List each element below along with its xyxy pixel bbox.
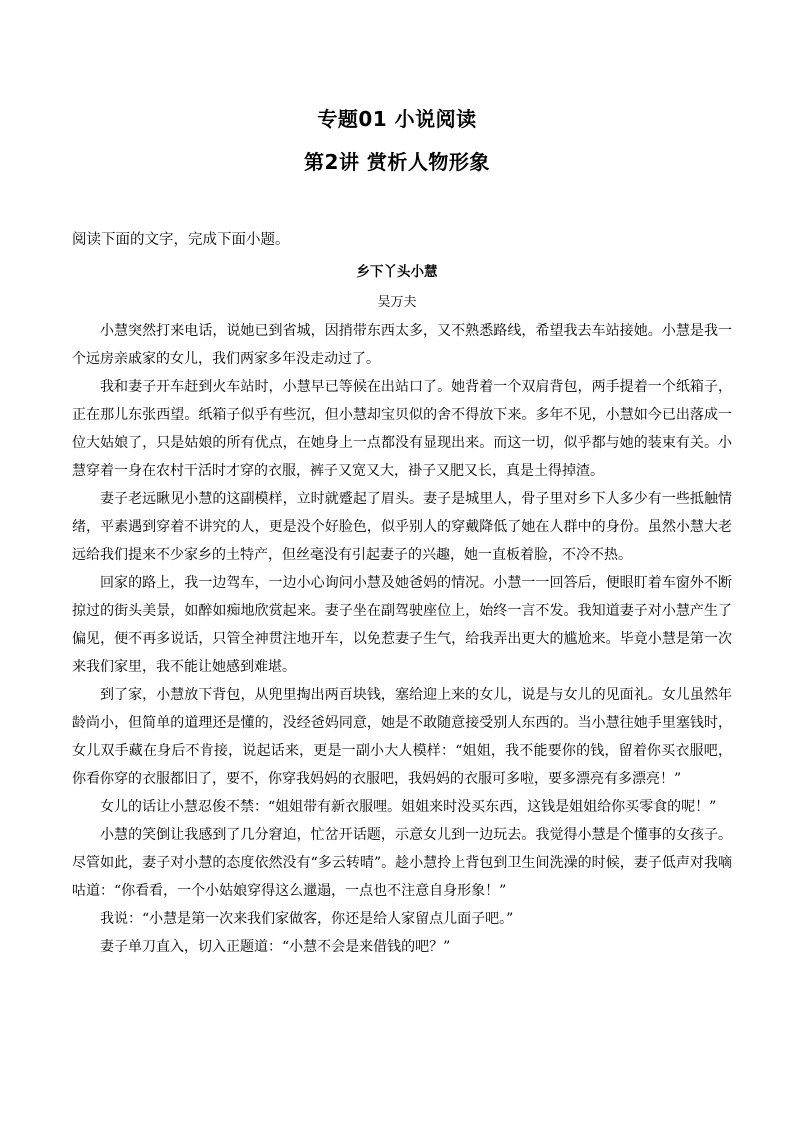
- story-title: 乡下丫头小慧: [356, 264, 438, 280]
- story-author: 吴万夫: [377, 295, 417, 310]
- story-paragraph: 我和妻子开车赶到火车站时，小慧早已等候在出站口了。她背着一个双肩背包，两手提着一个纸箱子，正在那儿东张西望。纸箱子似乎有些沉，但小慧却宝贝似的舍不得放下来。多年不见，小慧如今已出落成一位大姑娘了，只是姑娘的所有优点，在她身上一点都没有显现出来。而这一切，似乎都与她的装束有关。小慧穿着一身在农村干活时才穿的衣服，裤子又宽又大，褂子又肥又长，真是土得掉渣。: [72, 379, 732, 479]
- story-paragraph: 到了家，小慧放下背包，从兜里掏出两百块钱，塞给迎上来的女儿，说是与女儿的见面礼。女儿虽然年龄尚小，但简单的道理还是懂的，没经爸妈同意，她是不敢随意接受别人东西的。当小慧往她手里塞钱时，女儿双手藏在身后不肯接，说起话来，更是一副小大人模样：“姐姐，我不能要你的钱，留着你买衣服吧，你看你穿的衣服都旧了，要不，你穿我妈妈的衣服吧，我妈妈的衣服可多啦，要多漂亮有多漂亮！”: [72, 687, 732, 787]
- story-paragraph: 妻子单刀直入，切入正题道：“小慧不会是来借钱的吧？”: [100, 939, 451, 955]
- story-body: [72, 317, 732, 961]
- story-paragraph: 女儿的话让小慧忍俊不禁：“姐姐带有新衣服哩。姐姐来时没买东西，这钱是姐姐给你买零食的呢！”: [100, 799, 717, 815]
- document-title: 专题01 小说阅读: [317, 107, 477, 131]
- document-subtitle: 第2讲 赏析人物形象: [304, 150, 490, 174]
- story-paragraph: 我说：“小慧是第一次来我们家做客，你还是给人家留点儿面子吧。”: [100, 911, 514, 927]
- story-paragraph: 回家的路上，我一边驾车，一边小心询问小慧及她爸妈的情况。小慧一一回答后，便眼盯着车窗外不断掠过的街头美景，如醉如痴地欣赏起来。妻子坐在副驾驶座位上，始终一言不发。我知道妻子对小慧产生了偏见，便不再多说话，只管全神贯注地开车，以免惹妻子生气，给我弄出更大的尴尬来。毕竟小慧是第一次来我们家里，我不能让她感到难堪。: [72, 575, 732, 675]
- story-paragraph: 小慧突然打来电话，说她已到省城，因捎带东西太多，又不熟悉路线，希望我去车站接她。小慧是我一个远房亲戚家的女儿，我们两家多年没走动过了。: [72, 323, 732, 367]
- story-paragraph: 妻子老远瞅见小慧的这副模样，立时就蹙起了眉头。妻子是城里人，骨子里对乡下人多少有一些抵触情绪，平素遇到穿着不讲究的人，更是没个好脸色，似乎别人的穿戴降低了她在人群中的身份。虽然小慧大老远给我们提来不少家乡的土特产，但丝毫没有引起妻子的兴趣，她一直板着脸，不冷不热。: [72, 491, 732, 563]
- instruction-text: 阅读下面的文字，完成下面小题。: [72, 232, 290, 248]
- story-paragraph: 小慧的笑倒让我感到了几分窘迫，忙岔开话题，示意女儿到一边玩去。我觉得小慧是个懂事的女孩子。尽管如此，妻子对小慧的态度依然没有“多云转晴”。趁小慧拎上背包到卫生间洗澡的时候，妻子低声对我嘀咕道：“你看看，一个小姑娘穿得这么邋遢，一点也不注意自身形象！”: [72, 827, 732, 899]
